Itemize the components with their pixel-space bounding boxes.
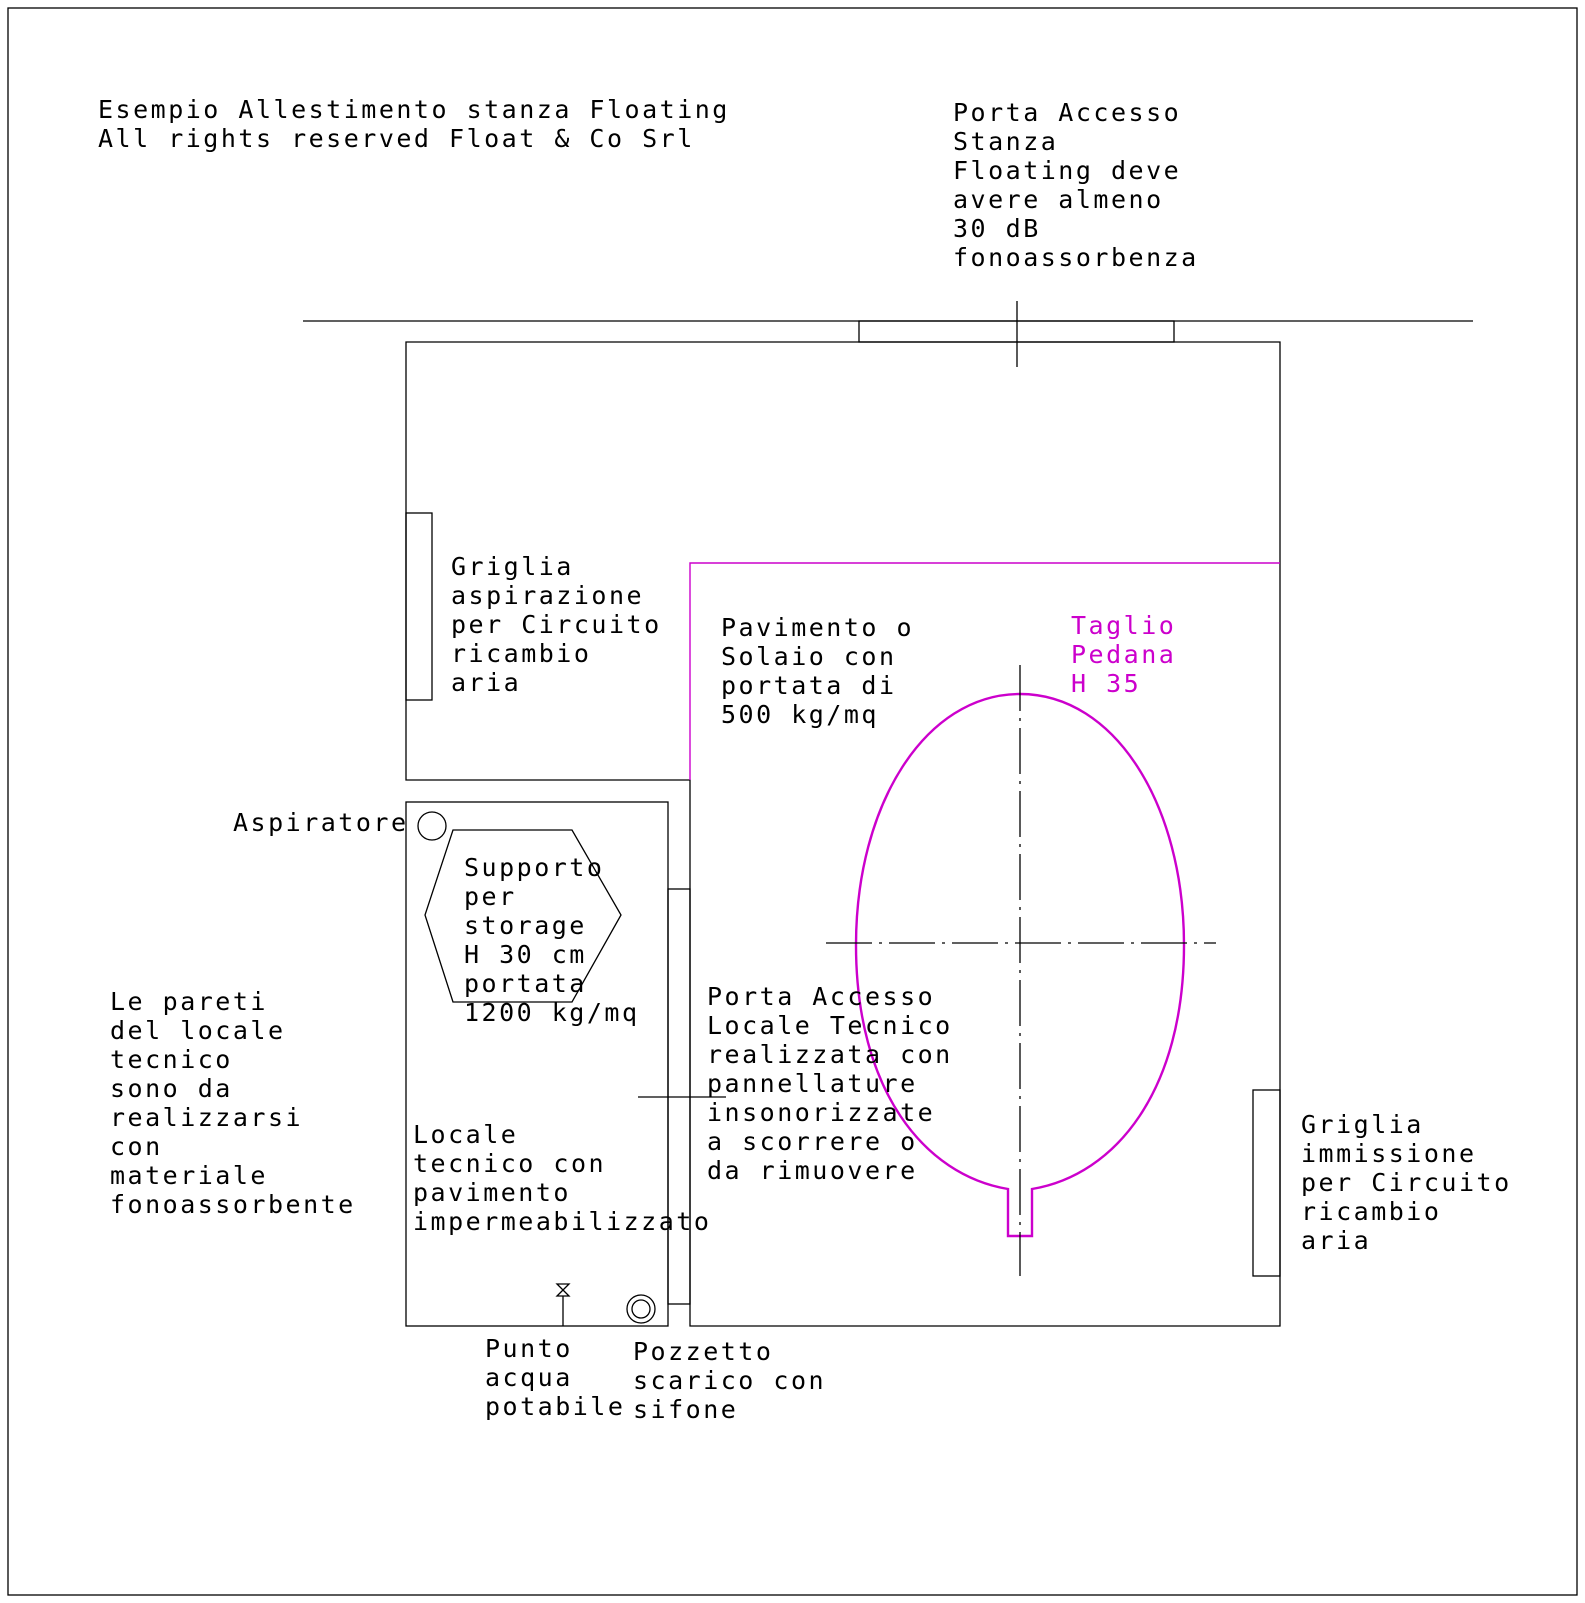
- water-point-label: Punto acqua potabile: [485, 1334, 626, 1421]
- walls-note-label: Le pareti del locale tecnico sono da realizzarsi con materiale fonoassorbente: [110, 987, 356, 1219]
- drawing-title: Esempio Allestimento stanza Floating All rights reserved Float & Co Srl: [98, 95, 730, 153]
- platform-cut-label: Taglio Pedana H 35: [1071, 611, 1177, 698]
- intake-grille: [406, 513, 432, 700]
- aspirator-label: Aspiratore: [233, 808, 409, 837]
- tech-room-label: Locale tecnico con pavimento impermeabilizzato: [413, 1120, 712, 1236]
- tech-room-door-label: Porta Accesso Locale Tecnico realizzata con pannellature insonorizzate a scorrere o da rimuovere: [707, 982, 953, 1185]
- floor-label: Pavimento o Solaio con portata di 500 kg/mq: [721, 613, 915, 729]
- aspirator-circle-icon: [418, 812, 446, 840]
- drain-label: Pozzetto scarico con sifone: [633, 1337, 827, 1424]
- intake-grille-label: Griglia aspirazione per Circuito ricambio aria: [451, 552, 662, 697]
- storage-support-label: Supporto per storage H 30 cm portata 1200 kg/mq: [464, 853, 640, 1027]
- outlet-grille-label: Griglia immissione per Circuito ricambio aria: [1301, 1110, 1512, 1255]
- drain-inner-circle-icon: [632, 1300, 650, 1318]
- outlet-grille: [1253, 1090, 1280, 1276]
- water-tap-valve-icon: [557, 1284, 569, 1326]
- drain-outer-circle-icon: [627, 1295, 655, 1323]
- main-door-label: Porta Accesso Stanza Floating deve avere almeno 30 dB fonoassorbenza: [953, 98, 1199, 272]
